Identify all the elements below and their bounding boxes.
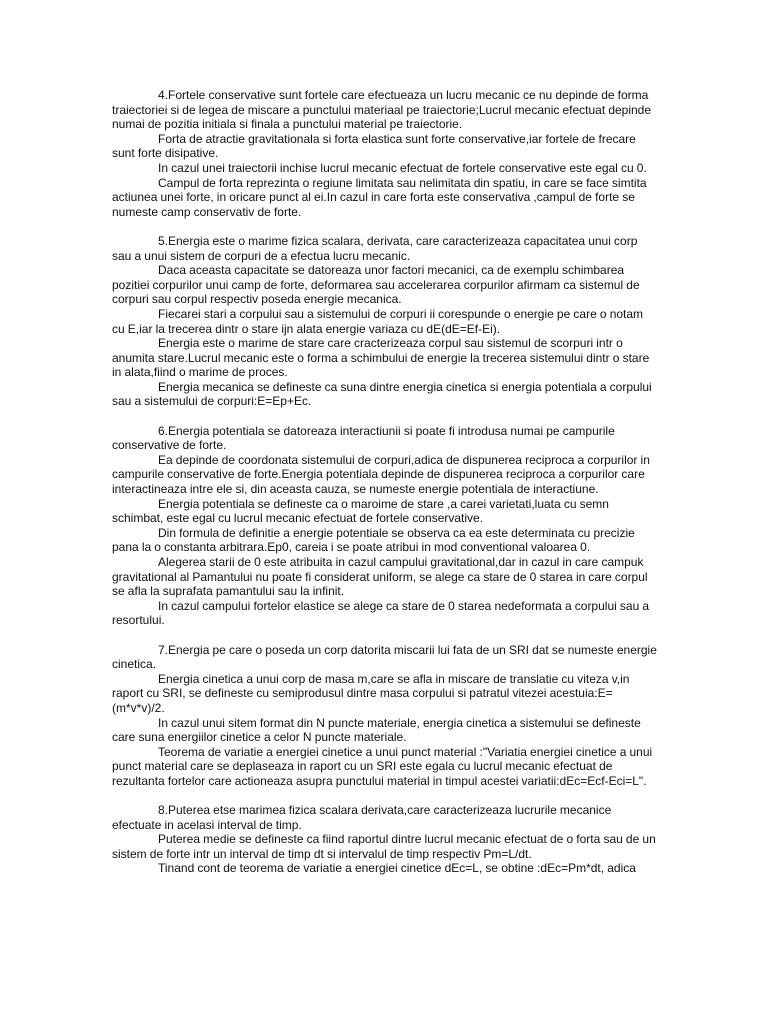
paragraph: Puterea medie se defineste ca fiind raportul dintre lucrul mecanic efectuat de o forta sau de un sistem de forte intr un interval de timp dt si intervalul de timp respectiv Pm=L/dt. — [112, 832, 656, 861]
section-power — [112, 803, 658, 876]
section-kinetic-energy — [112, 643, 658, 789]
paragraph: Ea depinde de coordonata sistemului de corpuri,adica de dispunerea reciproca a corpurilor in campurile conservative de forte.Energia potentiala depinde de dispunerea reciproca a corpurilor care interactineaza intre ele si, din aceasta cauza, se numeste energie potentiala de interactiune. — [112, 452, 650, 497]
section-potential-energy — [112, 424, 658, 628]
paragraph: In cazul unei traiectorii inchise lucrul mecanic efectuat de fortele conservative este egal cu 0. — [158, 160, 647, 175]
paragraph: 7.Energia pe care o poseda un corp datorita miscarii lui fata de un SRI dat se numeste energie cinetica. — [112, 642, 657, 672]
paragraph: Energia cinetica a unui corp de masa m,care se afla in miscare de translatie cu viteza v,in raport cu SRI, se defineste cu semiprodusul dintre masa corpului si patratul vitezei acestuia:E=(m*v*v)/2. — [112, 671, 630, 715]
paragraph: Alegerea starii de 0 este atribuita in cazul campului gravitational,dar in cazul in care campuk gravitational al Pamantului nu poate fi considerat uniform, se alege ca stare de 0 starea in care corpul se afla la suprafata pamantului sau la infinit. — [112, 555, 648, 599]
paragraph: 6.Energia potentiala se datoreaza interactiunii si poate fi introdusa numai pe campurile conservative de forte. — [112, 423, 615, 453]
paragraph: Energia mecanica se defineste ca suna dintre energia cinetica si energia potentiala a corpului sau a sistemului de corpuri:E=Ep+Ec. — [112, 379, 652, 409]
paragraph: Daca aceasta capacitate se datoreaza unor factori mecanici, ca de exemplu schimbarea pozitiei corpurilor unui camp de forte, deformarea sau accelerarea corpurilor afirmam ca sistemul de corpuri sau corpul respectiv poseda energie mecanica. — [112, 263, 640, 307]
paragraph: Energia este o marime de stare care cracterizeaza corpul sau sistemul de scorpuri intr o anumita stare.Lucrul mecanic este o forma a schimbului de energie la trecerea sistemului dintr o stare in alata,fiind o marime de proces. — [112, 336, 650, 380]
paragraph: 4.Fortele conservative sunt fortele care efectueaza un lucru mecanic ce nu depinde de forma traiectoriei si de legea de miscare a punctului materiaal pe traiectorie;Lucrul mecanic efectuat depinde numai de pozitia initiala si finala a punctului material pe traiectorie. — [112, 88, 652, 132]
paragraph: Forta de atractie gravitationala si forta elastica sunt forte conservative,iar fortele de frecare sunt forte disipative. — [112, 131, 636, 161]
section-energy — [112, 234, 658, 409]
paragraph: 5.Energia este o marime fizica scalara, derivata, care caracterizeaza capacitatea unui corp sau a unui sistem de corpuri de a efectua lucru mecanic. — [112, 233, 638, 263]
paragraph: Campul de forta reprezinta o regiune limitata sau nelimitata din spatiu, in care se face simtita actiunea unei forte, in oricare punct al ei.In cazul in care forta este conservativa ,campul de forte se numeste camp conservativ de forte. — [112, 175, 647, 219]
paragraph: Tinand cont de teorema de variatie a energiei cinetice dEc=L, se obtine :dEc=Pm*dt, adica — [158, 861, 636, 876]
paragraph: Energia potentiala se defineste ca o maroime de stare ,a carei varietati,luata cu semn schimbat, este egal cu lucrul mecanic efectuat de fortele conservative. — [112, 496, 609, 526]
paragraph: Teorema de variatie a energiei cinetice a unui punct material :"Variatia energiei cinetice a unui punct material care se deplaseaza in raport cu un SRI este egala cu lucrul mecanic efectuat de rezultanta fortelor care actioneaza asupra punctului material in timpul acestei variatii:dEc=Ecf-Eci=L". — [112, 744, 653, 788]
section-conservative-forces — [112, 88, 658, 219]
paragraph: Din formula de definitie a energie potentiale se observa ca ea este determinata cu precizie pana la o constanta arbitrara.Ep0, careia i se poate atribui in mod conventional valoarea 0. — [112, 525, 635, 555]
paragraph: In cazul campului fortelor elastice se alege ca stare de 0 starea nedeformata a corpului sau a resortului. — [112, 598, 650, 628]
paragraph: Fiecarei stari a corpului sau a sistemului de corpuri ii corespunde o energie pe care o notam cu E,iar la trecerea dintr o stare ijn alata energie variaza cu dE(dE=Ef-Ei). — [112, 306, 644, 336]
paragraph: 8.Puterea etse marimea fizica scalara derivata,care caracterizeaza lucrurile mecanice efectuate in acelasi interval de timp. — [112, 803, 612, 832]
paragraph: In cazul unui sitem format din N puncte materiale, energia cinetica a sistemului se defineste care suna energiilor cinetice a celor N puncte materiale. — [112, 715, 641, 745]
document-page — [112, 88, 658, 891]
